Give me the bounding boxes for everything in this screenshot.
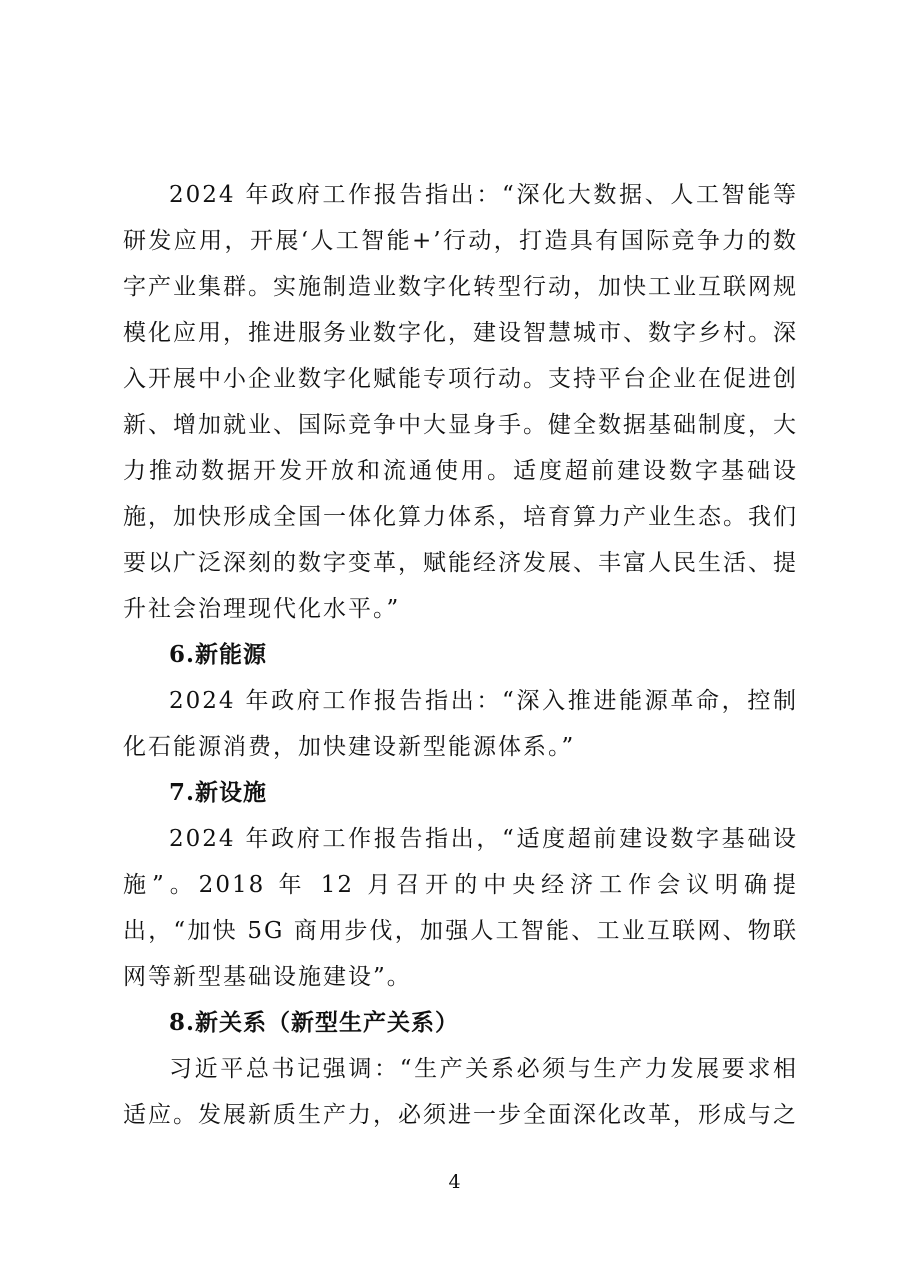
new-relations-paragraph: 习近平总书记强调：“生产关系必须与生产力发展要求相适应。发展新质生产力，必须进一步全面深化改革，形成与之: [123, 1056, 798, 1128]
section-heading-new-facilities: 7.新设施: [169, 779, 268, 806]
page-body: [123, 172, 798, 1138]
new-facilities-paragraph: 2024 年政府工作报告指出，“适度超前建设数字基础设施”。2018 年 12 月召开的中央经济工作会议明确提出，“加快 5G 商用步伐，加强人工智能、工业互联网、物联网等新型基础设施建设”。: [123, 826, 798, 990]
intro-paragraph: 2024 年政府工作报告指出：“深化大数据、人工智能等研发应用，开展‘人工智能+’行动，打造具有国际竞争力的数字产业集群。实施制造业数字化转型行动，加快工业互联网规模化应用，推进服务业数字化，建设智慧城市、数字乡村。深入开展中小企业数字化赋能专项行动。支持平台企业在促进创新、增加就业、国际竞争中大显身手。健全数据基础制度，大力推动数据开发开放和流通使用。适度超前建设数字基础设施，加快形成全国一体化算力体系，培育算力产业生态。我们要以广泛深刻的数字变革，赋能经济发展、丰富人民生活、提升社会治理现代化水平。”: [123, 182, 798, 622]
section-heading-new-energy: 6.新能源: [169, 641, 268, 668]
page-number: 4: [448, 1171, 461, 1193]
section-heading-new-relations: 8.新关系（新型生产关系）: [169, 1009, 460, 1036]
new-energy-paragraph: 2024 年政府工作报告指出：“深入推进能源革命，控制化石能源消费，加快建设新型能源体系。”: [123, 688, 798, 760]
